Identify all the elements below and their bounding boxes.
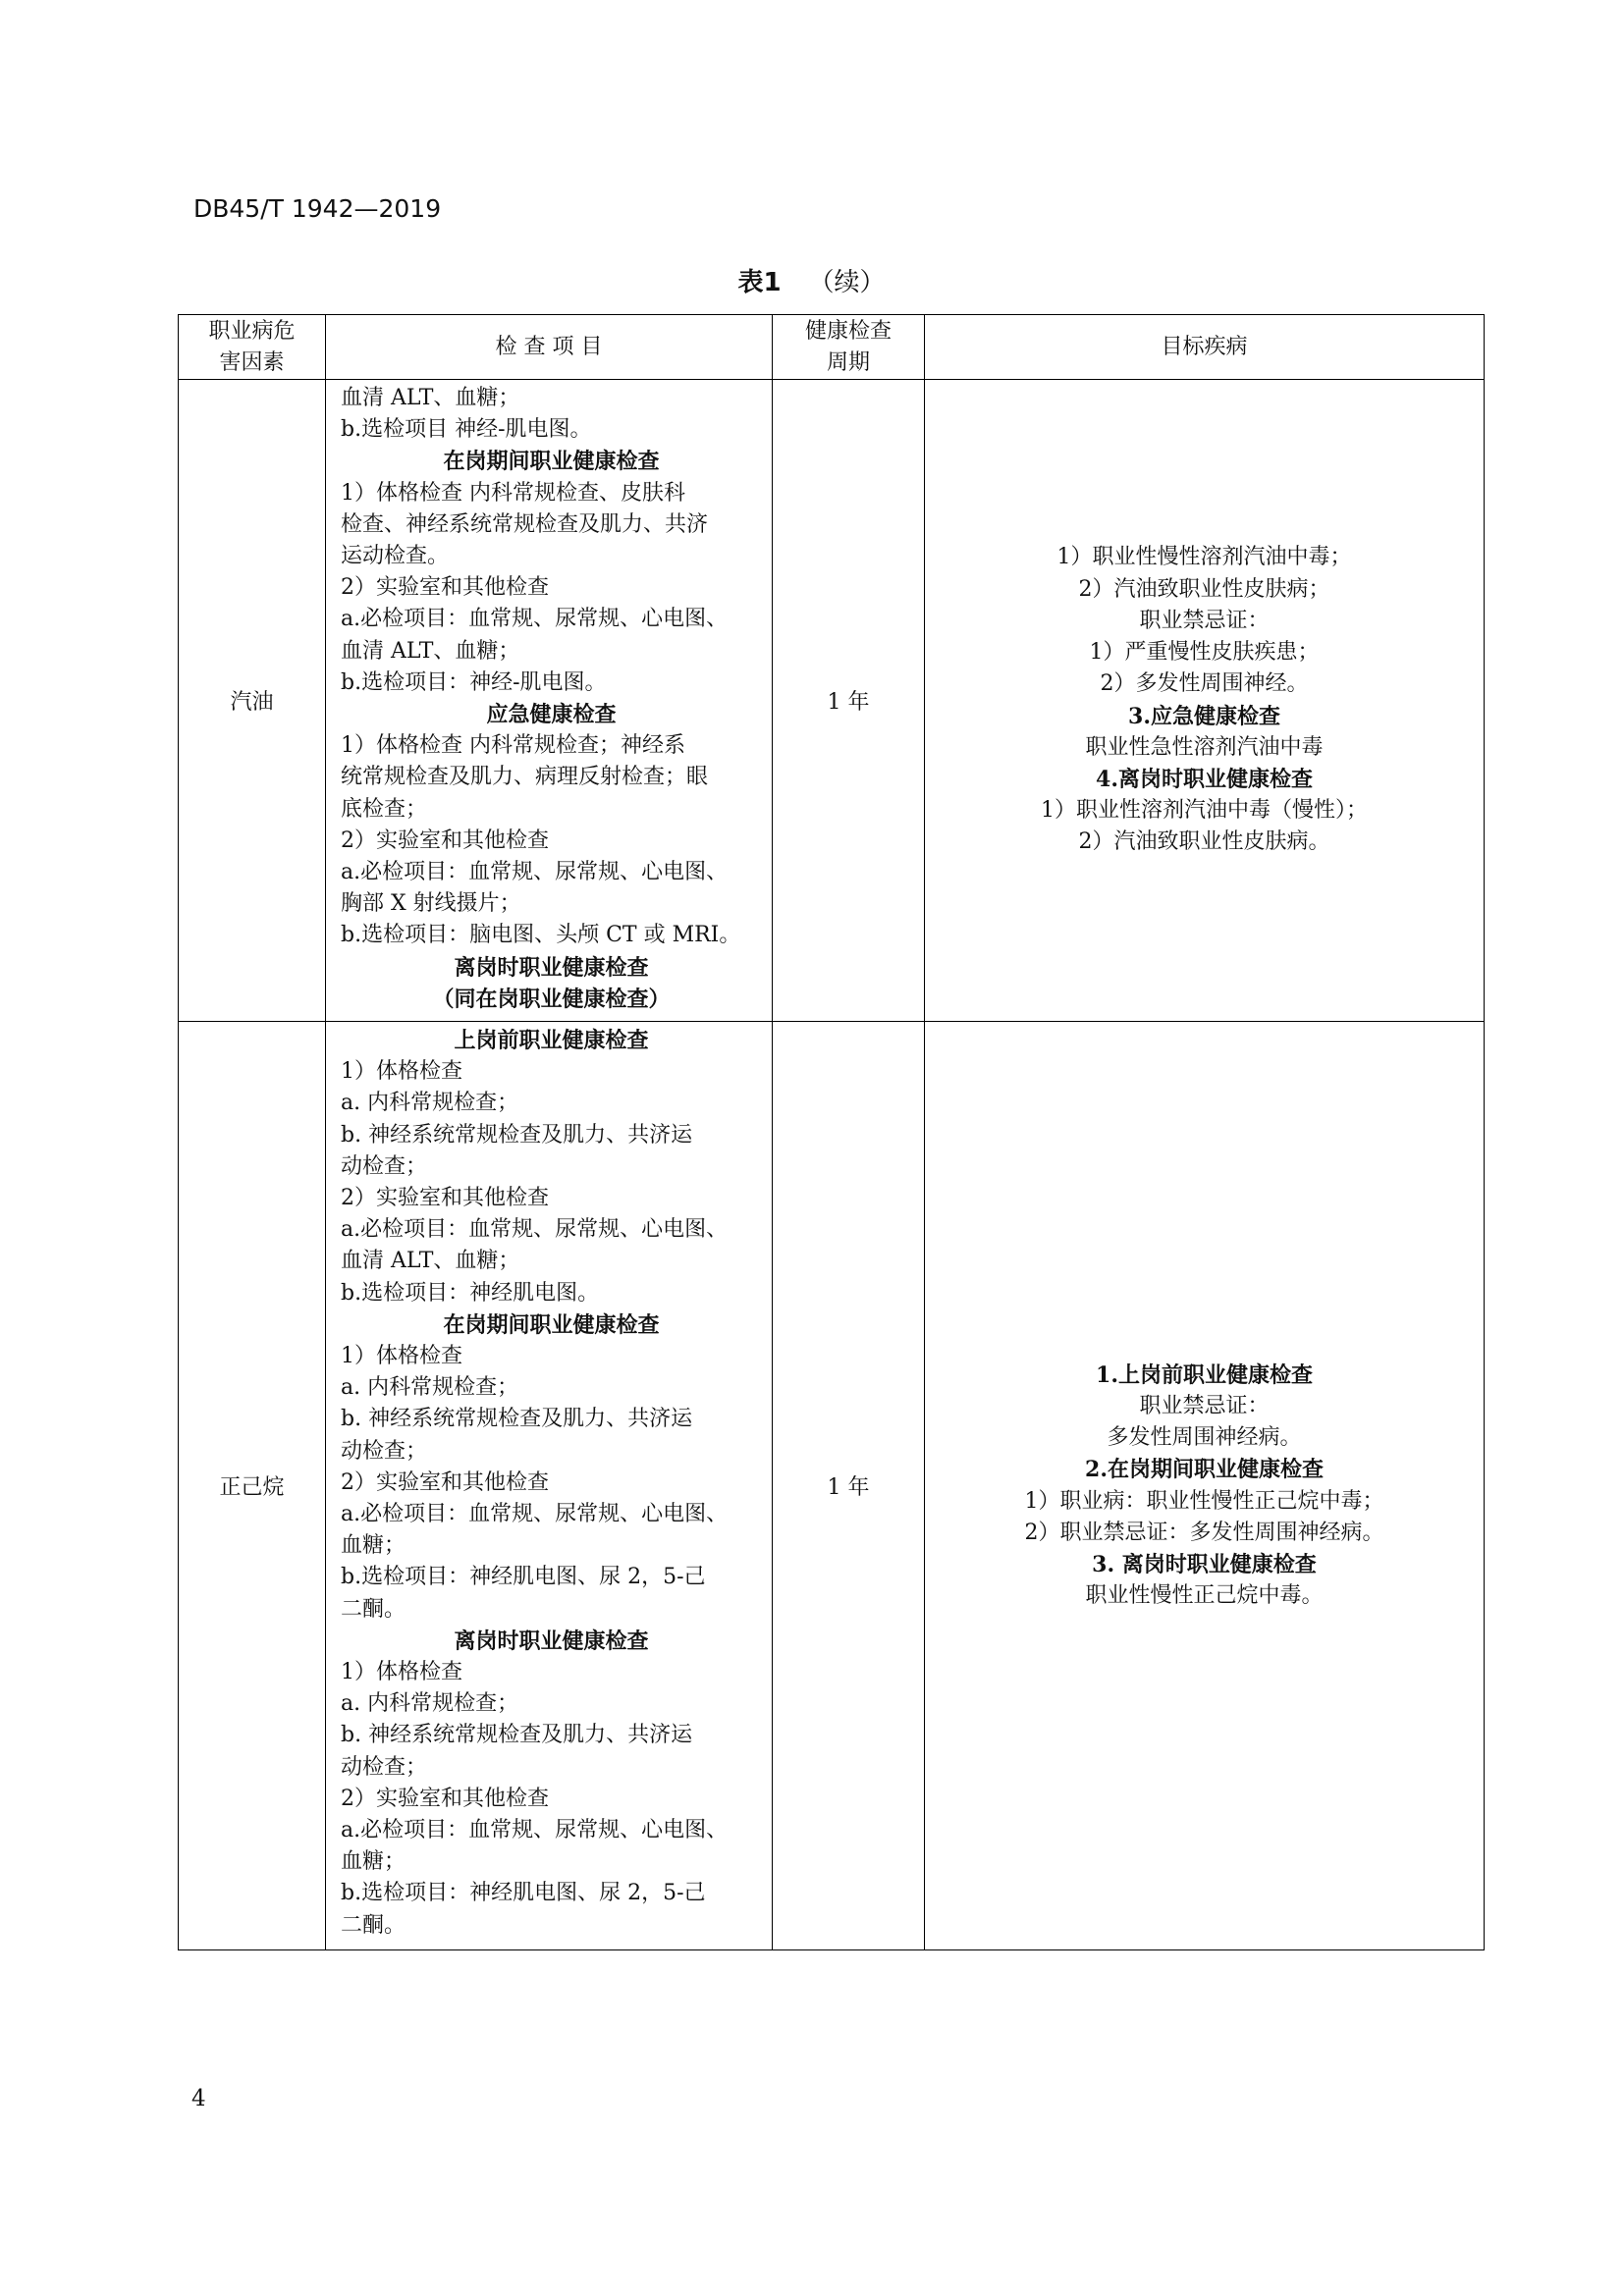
table-title-note: （续） — [808, 268, 886, 297]
text-line: 血清 ALT、血糖； — [341, 386, 520, 410]
header-target: 目标疾病 — [925, 315, 1485, 380]
header-cycle — [773, 315, 925, 380]
text-line: b. 神经系统常规检查及肌力、共济运 — [341, 1723, 693, 1748]
text-line: 检查、神经系统常规检查及肌力、共济 — [341, 511, 709, 537]
header-cycle-line: 周期 — [826, 349, 870, 375]
text-line: 血清 ALT、血糖； — [341, 638, 520, 664]
text-line: 1）体格检查 内科常规检查；神经系 — [341, 733, 685, 759]
text-line: b.选检项目：神经肌电图。 — [341, 1280, 600, 1306]
occupational-health-table — [178, 314, 1485, 1950]
text-line: 职业禁忌证： — [1139, 608, 1270, 633]
page-number: 4 — [191, 2086, 206, 2111]
text-line: 2）实验室和其他检查 — [341, 575, 549, 601]
section-heading: 离岗时职业健康检查 — [454, 954, 649, 981]
text-line: 2）实验室和其他检查 — [341, 1786, 549, 1811]
text-line: a. 内科常规检查； — [341, 1091, 519, 1116]
text-line: a.必检项目：血常规、尿常规、心电图、 — [341, 607, 729, 632]
section-heading: 在岗期间职业健康检查 — [443, 1311, 660, 1338]
header-factor-line: 害因素 — [219, 349, 285, 375]
header-items: 检 查 项 目 — [326, 315, 773, 380]
text-line: 2）汽油致职业性皮肤病。 — [1078, 829, 1330, 855]
text-line: 血糖； — [341, 1849, 406, 1875]
text-line: a. 内科常规检查； — [341, 1691, 519, 1717]
hazard-factor-cell: 汽油 — [179, 380, 326, 1022]
text-line: 职业性急性溶剂汽油中毒 — [1085, 734, 1324, 760]
table-row — [179, 1022, 1485, 1950]
text-line: a.必检项目：血常规、尿常规、心电图、 — [341, 860, 729, 885]
text-line: 二酮。 — [341, 1596, 406, 1622]
text-line: b.选检项目：神经肌电图、尿 2，5-己 — [341, 1881, 706, 1906]
text-line: 2）多发性周围神经。 — [1100, 671, 1309, 697]
text-line: a.必检项目：血常规、尿常规、心电图、 — [341, 1217, 729, 1243]
text-line: 职业禁忌证： — [1139, 1393, 1270, 1418]
text-line: 动检查； — [341, 1153, 428, 1179]
text-line: a.必检项目：血常规、尿常规、心电图、 — [341, 1818, 729, 1843]
text-line: 胸部 X 射线摄片； — [341, 891, 521, 917]
text-line: 职业性慢性正己烷中毒。 — [1085, 1583, 1324, 1609]
check-cycle-cell: 1 年 — [773, 380, 925, 1022]
table-row — [179, 380, 1485, 1022]
table-title-label: 表1 — [737, 268, 782, 297]
text-line: b.选检项目：神经-肌电图。 — [341, 669, 607, 695]
text-line: b. 神经系统常规检查及肌力、共济运 — [341, 1407, 693, 1432]
hazard-factor-cell: 正己烷 — [179, 1022, 326, 1950]
header-factor — [179, 315, 326, 380]
text-line: 2）汽油致职业性皮肤病； — [1078, 576, 1330, 602]
text-line: 2）实验室和其他检查 — [341, 1469, 549, 1495]
text-line: 1）体格检查 — [341, 1059, 462, 1085]
section-heading: 3. 离岗时职业健康检查 — [1092, 1551, 1317, 1577]
text-line: 1）体格检查 — [341, 1660, 462, 1685]
section-heading: 2.在岗期间职业健康检查 — [1085, 1457, 1324, 1483]
text-line: 二酮。 — [341, 1912, 406, 1938]
text-line: b.选检项目：神经肌电图、尿 2，5-己 — [341, 1565, 706, 1590]
text-line: 1）职业性慢性溶剂汽油中毒； — [1056, 545, 1352, 570]
section-heading: 上岗前职业健康检查 — [454, 1028, 649, 1053]
section-heading: 4.离岗时职业健康检查 — [1096, 766, 1313, 792]
section-heading: （同在岗职业健康检查） — [432, 986, 671, 1012]
section-heading: 1.上岗前职业健康检查 — [1096, 1362, 1313, 1388]
text-line: 1）体格检查 内科常规检查、皮肤科 — [341, 480, 685, 506]
text-line: 统常规检查及肌力、病理反射检查；眼 — [341, 765, 709, 790]
text-line: a.必检项目：血常规、尿常规、心电图、 — [341, 1502, 729, 1527]
section-heading: 应急健康检查 — [486, 702, 617, 728]
target-disease-cell — [925, 1022, 1485, 1950]
text-line: b.选检项目 神经-肌电图。 — [341, 417, 592, 443]
text-line: 1）体格检查 — [341, 1344, 462, 1369]
section-heading: 离岗时职业健康检查 — [454, 1628, 649, 1654]
text-line: 运动检查。 — [341, 544, 450, 569]
check-items-cell — [326, 380, 773, 1022]
text-line: b.选检项目：脑电图、头颅 CT 或 MRI。 — [341, 923, 741, 948]
text-line: 2）实验室和其他检查 — [341, 828, 549, 853]
text-line: 底检查； — [341, 796, 428, 822]
text-line: a. 内科常规检查； — [341, 1375, 519, 1401]
table-header-row — [179, 315, 1485, 380]
text-line: 动检查； — [341, 1438, 428, 1464]
check-cycle-cell: 1 年 — [773, 1022, 925, 1950]
text-line: 1）严重慢性皮肤疾患； — [1089, 640, 1320, 666]
text-line: b. 神经系统常规检查及肌力、共济运 — [341, 1122, 693, 1148]
text-line: 2）实验室和其他检查 — [341, 1186, 549, 1211]
target-disease-cell — [925, 380, 1485, 1022]
text-line: 血清 ALT、血糖； — [341, 1249, 520, 1274]
section-heading: 在岗期间职业健康检查 — [443, 449, 660, 475]
text-line: 1）职业病：职业性慢性正己烷中毒； — [1024, 1488, 1384, 1514]
text-line: 1）职业性溶剂汽油中毒（慢性）； — [1041, 798, 1368, 824]
text-line: 2）职业禁忌证：多发性周围神经病。 — [1024, 1520, 1384, 1545]
header-factor-line: 职业病危 — [208, 318, 296, 344]
text-line: 多发性周围神经病。 — [1107, 1425, 1302, 1451]
header-cycle-line: 健康检查 — [804, 318, 892, 344]
check-items-cell — [326, 1022, 773, 1950]
section-heading: 3.应急健康检查 — [1128, 703, 1280, 729]
text-line: 血糖； — [341, 1533, 406, 1559]
document-id: DB45/T 1942—2019 — [193, 194, 442, 223]
text-line: 动检查； — [341, 1754, 428, 1780]
table-title — [0, 262, 1623, 298]
